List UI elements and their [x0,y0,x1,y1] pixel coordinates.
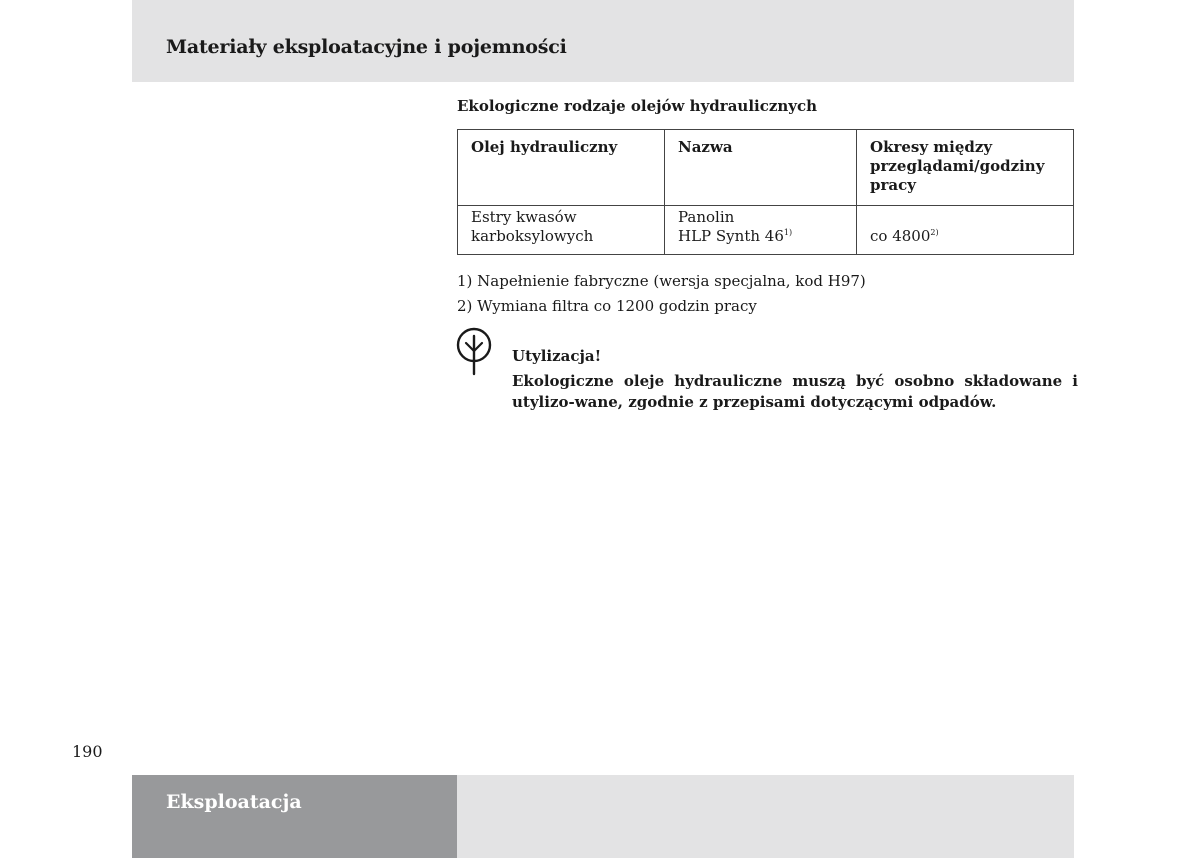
page-number: 190 [72,742,103,761]
table-header-row [458,130,1074,206]
section-title: Ekologiczne rodzaje olejów hydraulicznych [457,97,818,115]
column-header-name: Nazwa [665,130,857,206]
oil-type-line1: Estry kwasów [471,208,577,226]
cell-name [665,206,857,255]
column-header-interval: Okresy między przeglądami/godziny pracy [857,130,1074,206]
cell-oil-type [458,206,665,255]
page-title: Materiały eksploatacyjne i pojemności [166,36,567,58]
footnote-1: 1) Napełnienie fabryczne (wersja specjalna, kod H97) [457,272,866,290]
interval-value-wrap [870,227,1061,246]
oil-type-line2: karboksylowych [471,227,594,245]
notice-title: Utylizacja! [512,347,602,365]
footnote-2: 2) Wymiana filtra co 1200 godzin pracy [457,297,757,315]
hydraulic-oil-table [457,129,1074,255]
notice-text: Ekologiczne oleje hydrauliczne muszą być osobno składowane i utylizo-wane, zgodnie z przepisami dotyczącymi odpadów. [512,372,1078,411]
interval-footnote-ref: 2) [930,228,939,237]
column-header-oil: Olej hydrauliczny [458,130,665,206]
footer-band [457,775,1074,858]
name-footnote-ref: 1) [783,228,793,237]
interval-value: co 4800 [870,227,931,245]
table-row [458,206,1074,255]
name-line1: Panolin [678,208,735,226]
name-line2: HLP Synth 46 [678,227,784,245]
header-band [132,0,1074,82]
footer-section-tab [132,775,457,858]
cell-interval [857,206,1074,255]
footer-section-label: Eksploatacja [166,791,302,813]
tree-icon [455,326,493,376]
